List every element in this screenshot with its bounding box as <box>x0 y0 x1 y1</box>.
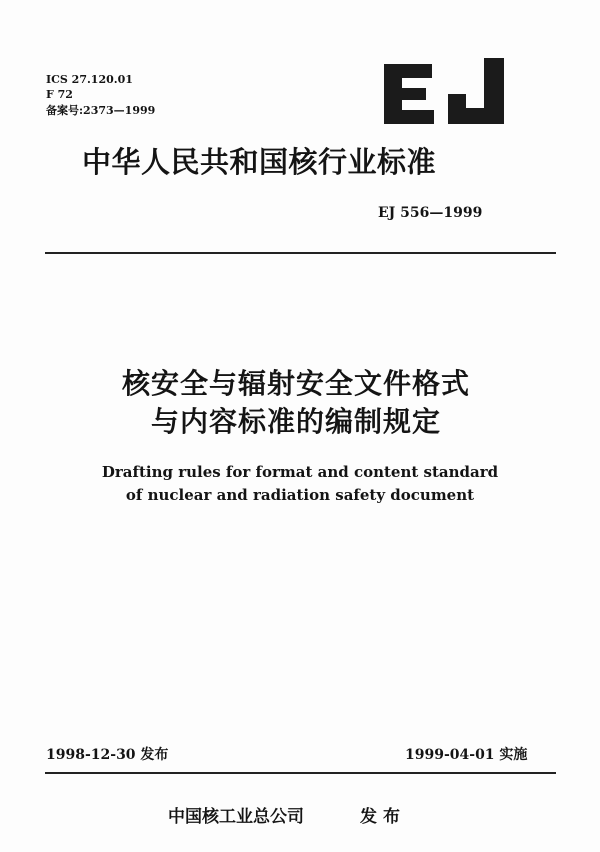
publish-label: 发布 <box>360 807 406 827</box>
ics-code: ICS 27.120.01 <box>46 73 133 86</box>
chinese-title-line-2: 与内容标准的编制规定 <box>150 405 441 438</box>
logo-letter-e-bottom <box>384 110 434 124</box>
industry-standard-title: 中华人民共和国核行业标准 <box>82 145 437 179</box>
classification-code: F 72 <box>46 88 73 101</box>
ej-logo <box>384 58 514 130</box>
publisher-name: 中国核工业总公司 <box>168 807 304 827</box>
logo-letter-j-hook <box>448 94 466 124</box>
registration-number: 备案号:2373—1999 <box>46 104 156 117</box>
logo-letter-e-middle <box>384 88 426 100</box>
english-title-line-2: of nuclear and radiation safety document <box>125 486 475 504</box>
standard-code: EJ 556—1999 <box>378 205 483 221</box>
bottom-divider <box>45 772 556 774</box>
top-divider <box>45 252 556 254</box>
implementation-date: 1999-04-01 实施 <box>405 747 528 763</box>
chinese-title-line-1: 核安全与辐射安全文件格式 <box>121 367 470 400</box>
english-title-line-1: Drafting rules for format and content standard <box>101 463 499 481</box>
issue-date: 1998-12-30 发布 <box>46 747 169 763</box>
logo-letter-e-top <box>384 64 432 78</box>
